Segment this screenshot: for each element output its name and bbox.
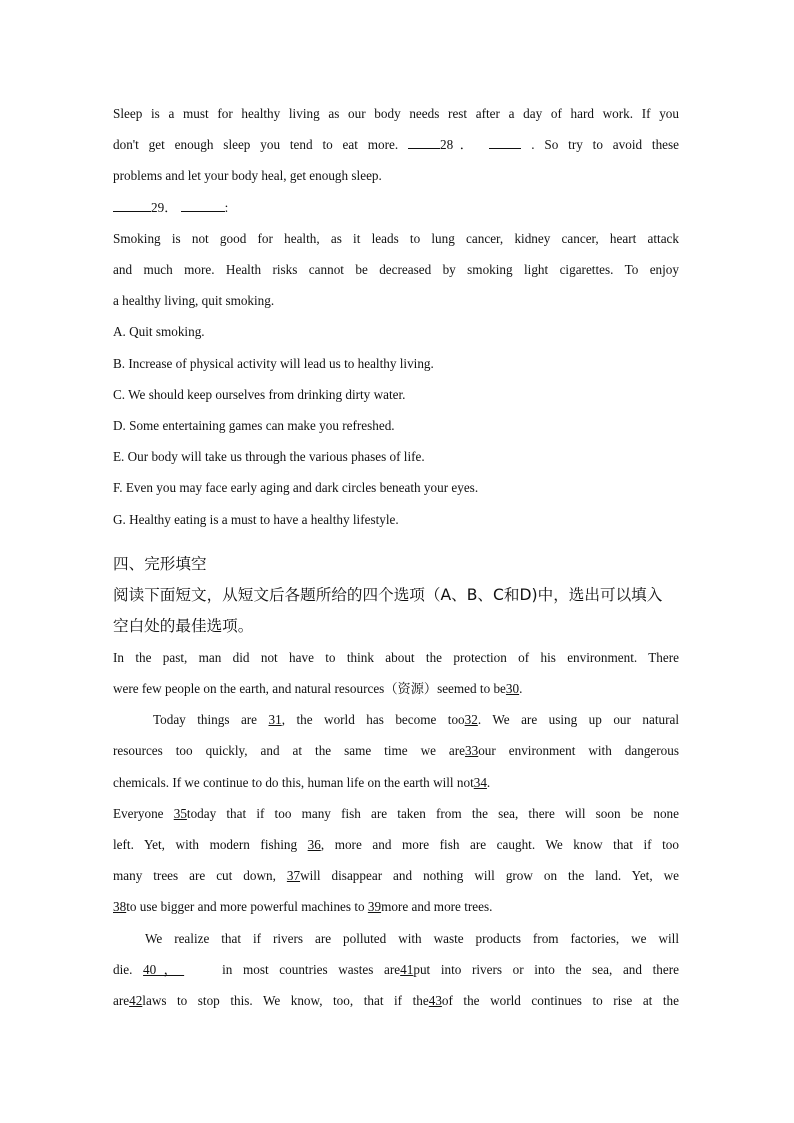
passage-p3-line-4-a: to use bigger and more powerful machines to (126, 899, 368, 915)
passage-p3-line-1 (113, 798, 679, 829)
option-b: B. Increase of physical activity will lead us to healthy living. (113, 355, 434, 371)
sleep-line-2 (113, 129, 679, 160)
blank-37: 37 (286, 868, 301, 884)
passage-p4-line-2-b: in most countries wastes are (222, 961, 401, 977)
blank-38: 38 (113, 899, 127, 915)
blank-28-number: 28． (440, 137, 480, 153)
blank-42: 42 (129, 993, 143, 1009)
passage-p3-line-3-b: will disappear and nothing will grow on the land. Yet, we (300, 868, 679, 884)
passage-p3-line-3 (113, 860, 679, 891)
blank-39: 39 (367, 899, 382, 915)
passage-p3-line-3-a: many trees are cut down, (113, 868, 287, 884)
blank-29-number: 29． (151, 199, 178, 215)
option-f: F. Even you may face early aging and dark circles beneath your eyes. (113, 480, 479, 496)
passage-p3-line-1-b: today that if too many fish are taken from the sea, there will soon be none (186, 805, 680, 821)
section-gap (113, 535, 679, 549)
cloze-instruction-2: 空白处的最佳选项。 (113, 616, 254, 635)
blank-29-line (113, 192, 679, 223)
passage-p3-line-2 (113, 829, 679, 860)
sleep-line-2-tail: . So try to avoid these (531, 137, 680, 153)
passage-p4-line-3-b: laws to stop this. We know, too, that if the (142, 993, 429, 1009)
option-g: G. Healthy eating is a must to have a healthy lifestyle. (113, 511, 399, 527)
passage-p2-line-1 (113, 704, 679, 735)
blank-43: 43 (428, 993, 442, 1009)
blank-30: 30 (505, 681, 520, 697)
passage-p4-line-1: We realize that if rivers are polluted with waste products from factories, we will (145, 930, 679, 946)
passage-p3-line-4-b: more and more trees. (381, 899, 493, 915)
option-d: D. Some entertaining games can make you refreshed. (113, 418, 395, 434)
blank-28-right (489, 134, 521, 149)
passage-p2-line-3-a: chemicals. If we continue to do this, human life on the earth will not (113, 774, 474, 790)
passage-paragraph-2 (113, 704, 679, 798)
passage-p2-line-2 (113, 735, 679, 766)
passage-p1-line-1: In the past, man did not have to think about the protection of his environment. There (113, 649, 679, 665)
blank-29-left (113, 197, 151, 212)
blank-36: 36 (307, 837, 321, 853)
blank-34: 34 (473, 774, 487, 790)
passage-p4-line-2-c: put into rivers or into the sea, and there (413, 961, 679, 977)
passage-p4-line-3 (113, 985, 679, 1016)
passage-paragraph-3 (113, 798, 679, 923)
passage-p3-line-2-b: , more and more fish are caught. We know that if too (320, 837, 679, 853)
sleep-paragraph (113, 98, 679, 192)
passage-paragraph-4 (113, 923, 679, 1017)
smoking-line-3: a healthy living, quit smoking. (113, 293, 275, 309)
option-e: E. Our body will take us through the various phases of life. (113, 449, 425, 465)
passage-paragraph-1 (113, 642, 679, 704)
passage-p4-line-2 (113, 954, 679, 985)
sleep-line-3: problems and let your body heal, get enough sleep. (113, 168, 382, 184)
blank-29-colon: : (224, 199, 229, 215)
passage-p4-line-3-c: of the world continues to rise at the (441, 993, 679, 1009)
sleep-line-2-text: don't get enough sleep you tend to eat more. (113, 137, 399, 153)
sleep-line-1: Sleep is a must for healthy living as our body needs rest after a day of hard work. If you (113, 106, 679, 121)
passage-p2-line-2-b: our environment with dangerous (478, 743, 679, 759)
passage-p2-line-3: chemicals. If we continue to do this, human life on the earth will not34. (113, 774, 491, 790)
passage-p3-line-1-a: Everyone (113, 805, 174, 821)
option-a: A. Quit smoking. (113, 324, 205, 340)
blank-32: 32 (464, 712, 478, 728)
options-list (113, 316, 679, 534)
cloze-instruction-1: 阅读下面短文，从短文后各题所给的四个选项（A、B、C和D)中，选出可以填入 (113, 585, 663, 604)
passage-p2-line-2-a: resources too quickly, and at the same time we are (113, 743, 466, 759)
blank-31: 31 (268, 712, 282, 728)
passage-p3-line-2-a: left. Yet, with modern fishing (113, 837, 308, 853)
option-c: C. We should keep ourselves from drinking dirty water. (113, 386, 406, 402)
blank-40: 40， (143, 961, 185, 977)
document-page (113, 98, 679, 1016)
passage-p4-line-2-a: die. (113, 961, 144, 977)
passage-p2-line-1-c: . We are using up our natural (477, 712, 679, 728)
passage-p2-line-1-b: , the world has become too (281, 712, 465, 728)
passage-p3-line-4 (113, 891, 679, 922)
passage-p1-line-2: were few people on the earth, and natural resources（资源）seemed to be30. (113, 681, 523, 697)
blank-41: 41 (400, 961, 414, 977)
smoking-line-2: and much more. Health risks cannot be decreased by smoking light cigarettes. To enjoy (113, 262, 679, 278)
passage-p1-line-2-text: were few people on the earth, and natural resources（资源）seemed to be (113, 681, 506, 697)
passage-p2-line-1-a: Today things are (153, 712, 269, 728)
smoking-paragraph (113, 223, 679, 317)
blank-33: 33 (465, 743, 479, 759)
smoking-line-1: Smoking is not good for health, as it leads to lung cancer, kidney cancer, heart attack (113, 230, 679, 246)
blank-29-right (181, 197, 225, 212)
blank-28-left (408, 134, 440, 149)
passage-p4-line-3-a: are (113, 993, 130, 1009)
blank-35: 35 (173, 805, 187, 821)
cloze-heading: 四、完形填空 (113, 554, 207, 573)
